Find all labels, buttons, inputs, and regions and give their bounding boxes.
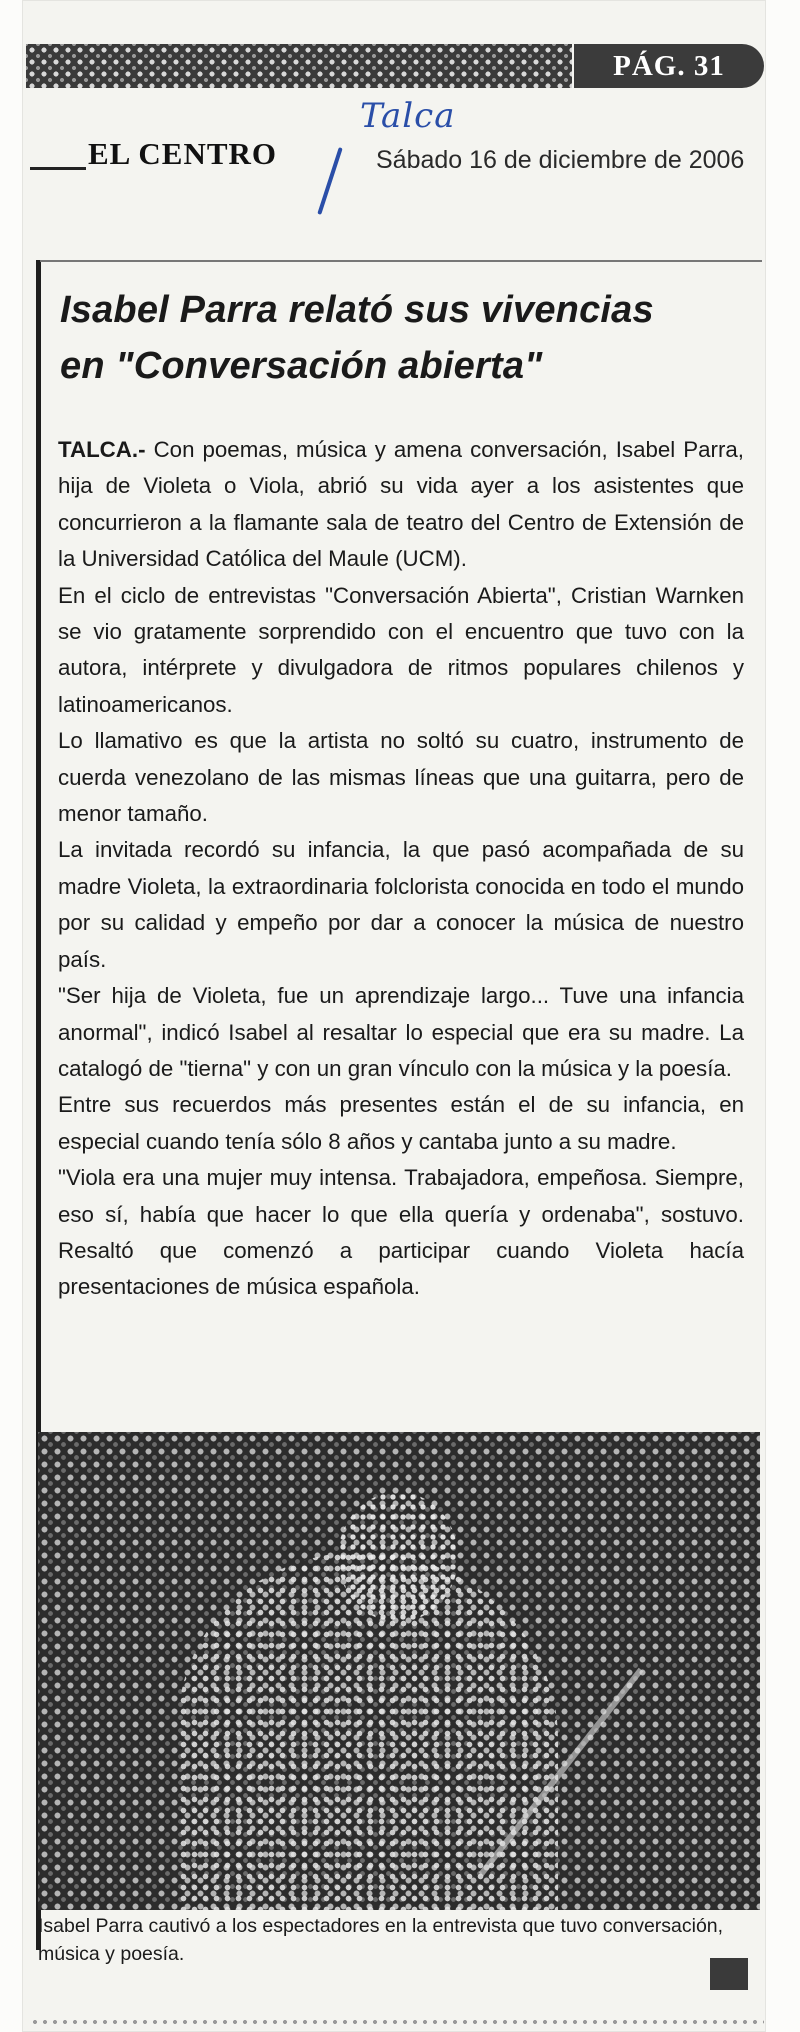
article-body (58, 432, 744, 1306)
photo-caption: Isabel Parra cautivó a los espectadores en la entrevista que tuvo conversación, música y poesía. (38, 1915, 724, 1965)
article-top-rule (40, 260, 762, 262)
paragraph-4: La invitada recordó su infancia, la que pasó acompañada de su madre Violeta, la extraordinaria folclorista conocida en todo el mundo por su calidad y empeño por dar a conocer la música de nuestro país. (58, 837, 744, 972)
headline-line-1: Isabel Parra relató sus vivencias (60, 289, 654, 331)
page-number-tab: PÁG. 31 (574, 44, 764, 88)
paragraph-2: En el ciclo de entrevistas "Conversación Abierta", Cristian Warnken se vio gratamente sorprendido con el encuentro que tuvo con la autora, intérprete y divulgadora de ritmos populares chilenos y latinoamericanos. (58, 582, 744, 717)
headline (60, 282, 760, 394)
section-rule (30, 167, 86, 170)
photo-head (338, 1492, 458, 1622)
dateline: TALCA.- (58, 437, 146, 462)
paragraph-6: Entre sus recuerdos más presentes están el de su infancia, en especial cuando tenía sólo 8 años y cantaba junto a su madre. (58, 1092, 744, 1154)
headline-line-2: en "Conversación abierta" (60, 345, 543, 387)
handwritten-note: Talca (360, 96, 456, 136)
bottom-rule (30, 2018, 764, 2026)
paragraph-7: "Viola era una mujer muy intensa. Trabajadora, empeñosa. Siempre, eso sí, había que hacer lo que ella quería y ordenaba", sostuvo. Resaltó que comenzó a participar cuando Violeta hacía presentaciones de música española. (58, 1165, 744, 1300)
paragraph-5: "Ser hija de Violeta, fue un aprendizaje largo... Tuve una infancia anormal", indicó Isabel al resaltar lo especial que era su madre. La catalogó de "tierna" y con un gran vínculo con la música y la poesía. (58, 983, 744, 1081)
paragraph-1 (58, 432, 744, 578)
paragraph-1-text: Con poemas, música y amena conversación, Isabel Parra, hija de Violeta o Viola, abrió su vida ayer a los asistentes que concurrieron a la flamante sala de teatro del Centro de Extensión de la Universidad Católica del Maule (UCM). (58, 437, 744, 572)
publication-date: Sábado 16 de diciembre de 2006 (376, 146, 745, 174)
caption-end-mark (710, 1958, 748, 1990)
section-title: EL CENTRO (88, 136, 278, 171)
paragraph-3: Lo llamativo es que la artista no soltó su cuatro, instrumento de cuerda venezolano de las mismas líneas que una guitarra, pero de menor tamaño. (58, 728, 744, 827)
article-photo (38, 1432, 760, 1910)
header-halftone-bar (26, 44, 572, 88)
